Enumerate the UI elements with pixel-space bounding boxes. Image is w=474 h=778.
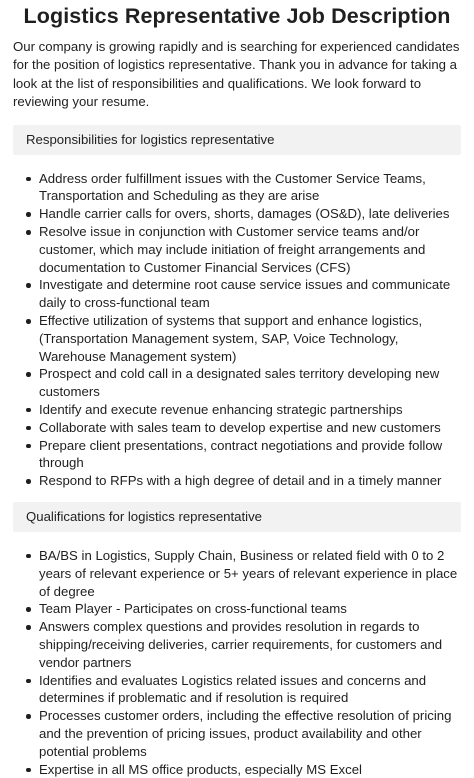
intro-paragraph: Our company is growing rapidly and is searching for experienced candidates for the position of logistics representative. Thank you in advance for taking a look at the list of responsibilities and qualifications. We look forward to reviewing your resume.: [13, 39, 460, 110]
list-item: Team Player - Participates on cross-functional teams: [26, 600, 461, 618]
list-item: Identifies and evaluates Logistics related issues and concerns and determines if problematic and if resolution is required: [26, 672, 461, 708]
list-item: Resolve issue in conjunction with Customer service teams and/or customer, which may include initiation of freight arrangements and documentation to Customer Financial Services (CFS): [26, 223, 461, 276]
list-item: Address order fulfillment issues with the Customer Service Teams, Transportation and Scheduling as they are arise: [26, 170, 461, 206]
list-item: Prospect and cold call in a designated sales territory developing new customers: [26, 365, 461, 401]
page-title: Logistics Representative Job Description: [23, 4, 451, 28]
list-item: Identify and execute revenue enhancing strategic partnerships: [26, 401, 461, 419]
list-item: Handle carrier calls for overs, shorts, damages (OS&D), late deliveries: [26, 205, 461, 223]
list-item: BA/BS in Logistics, Supply Chain, Business or related field with 0 to 2 years of relevant experience or 5+ years of relevant experience in place of degree: [26, 547, 461, 600]
list-item: Effective utilization of systems that support and enhance logistics, (Transportation Management system, SAP, Voice Technology, Warehouse Management system): [26, 312, 461, 365]
list-item: Processes customer orders, including the effective resolution of pricing and the prevention of pricing issues, product availability and other potential problems: [26, 707, 461, 760]
list-item: Answers complex questions and provides resolution in regards to shipping/receiving deliveries, carrier requirements, for customers and vendor partners: [26, 618, 461, 671]
qualifications-list: [13, 547, 461, 778]
list-item: Investigate and determine root cause service issues and communicate daily to cross-functional team: [26, 276, 461, 312]
list-item: Respond to RFPs with a high degree of detail and in a timely manner: [26, 472, 461, 490]
responsibilities-heading: Responsibilities for logistics representative: [13, 125, 461, 155]
qualifications-heading: Qualifications for logistics representative: [13, 502, 461, 532]
list-item: Collaborate with sales team to develop expertise and new customers: [26, 419, 461, 437]
list-item: Expertise in all MS office products, especially MS Excel: [26, 761, 461, 778]
responsibilities-list: [13, 170, 461, 490]
list-item: Prepare client presentations, contract negotiations and provide follow through: [26, 437, 461, 473]
